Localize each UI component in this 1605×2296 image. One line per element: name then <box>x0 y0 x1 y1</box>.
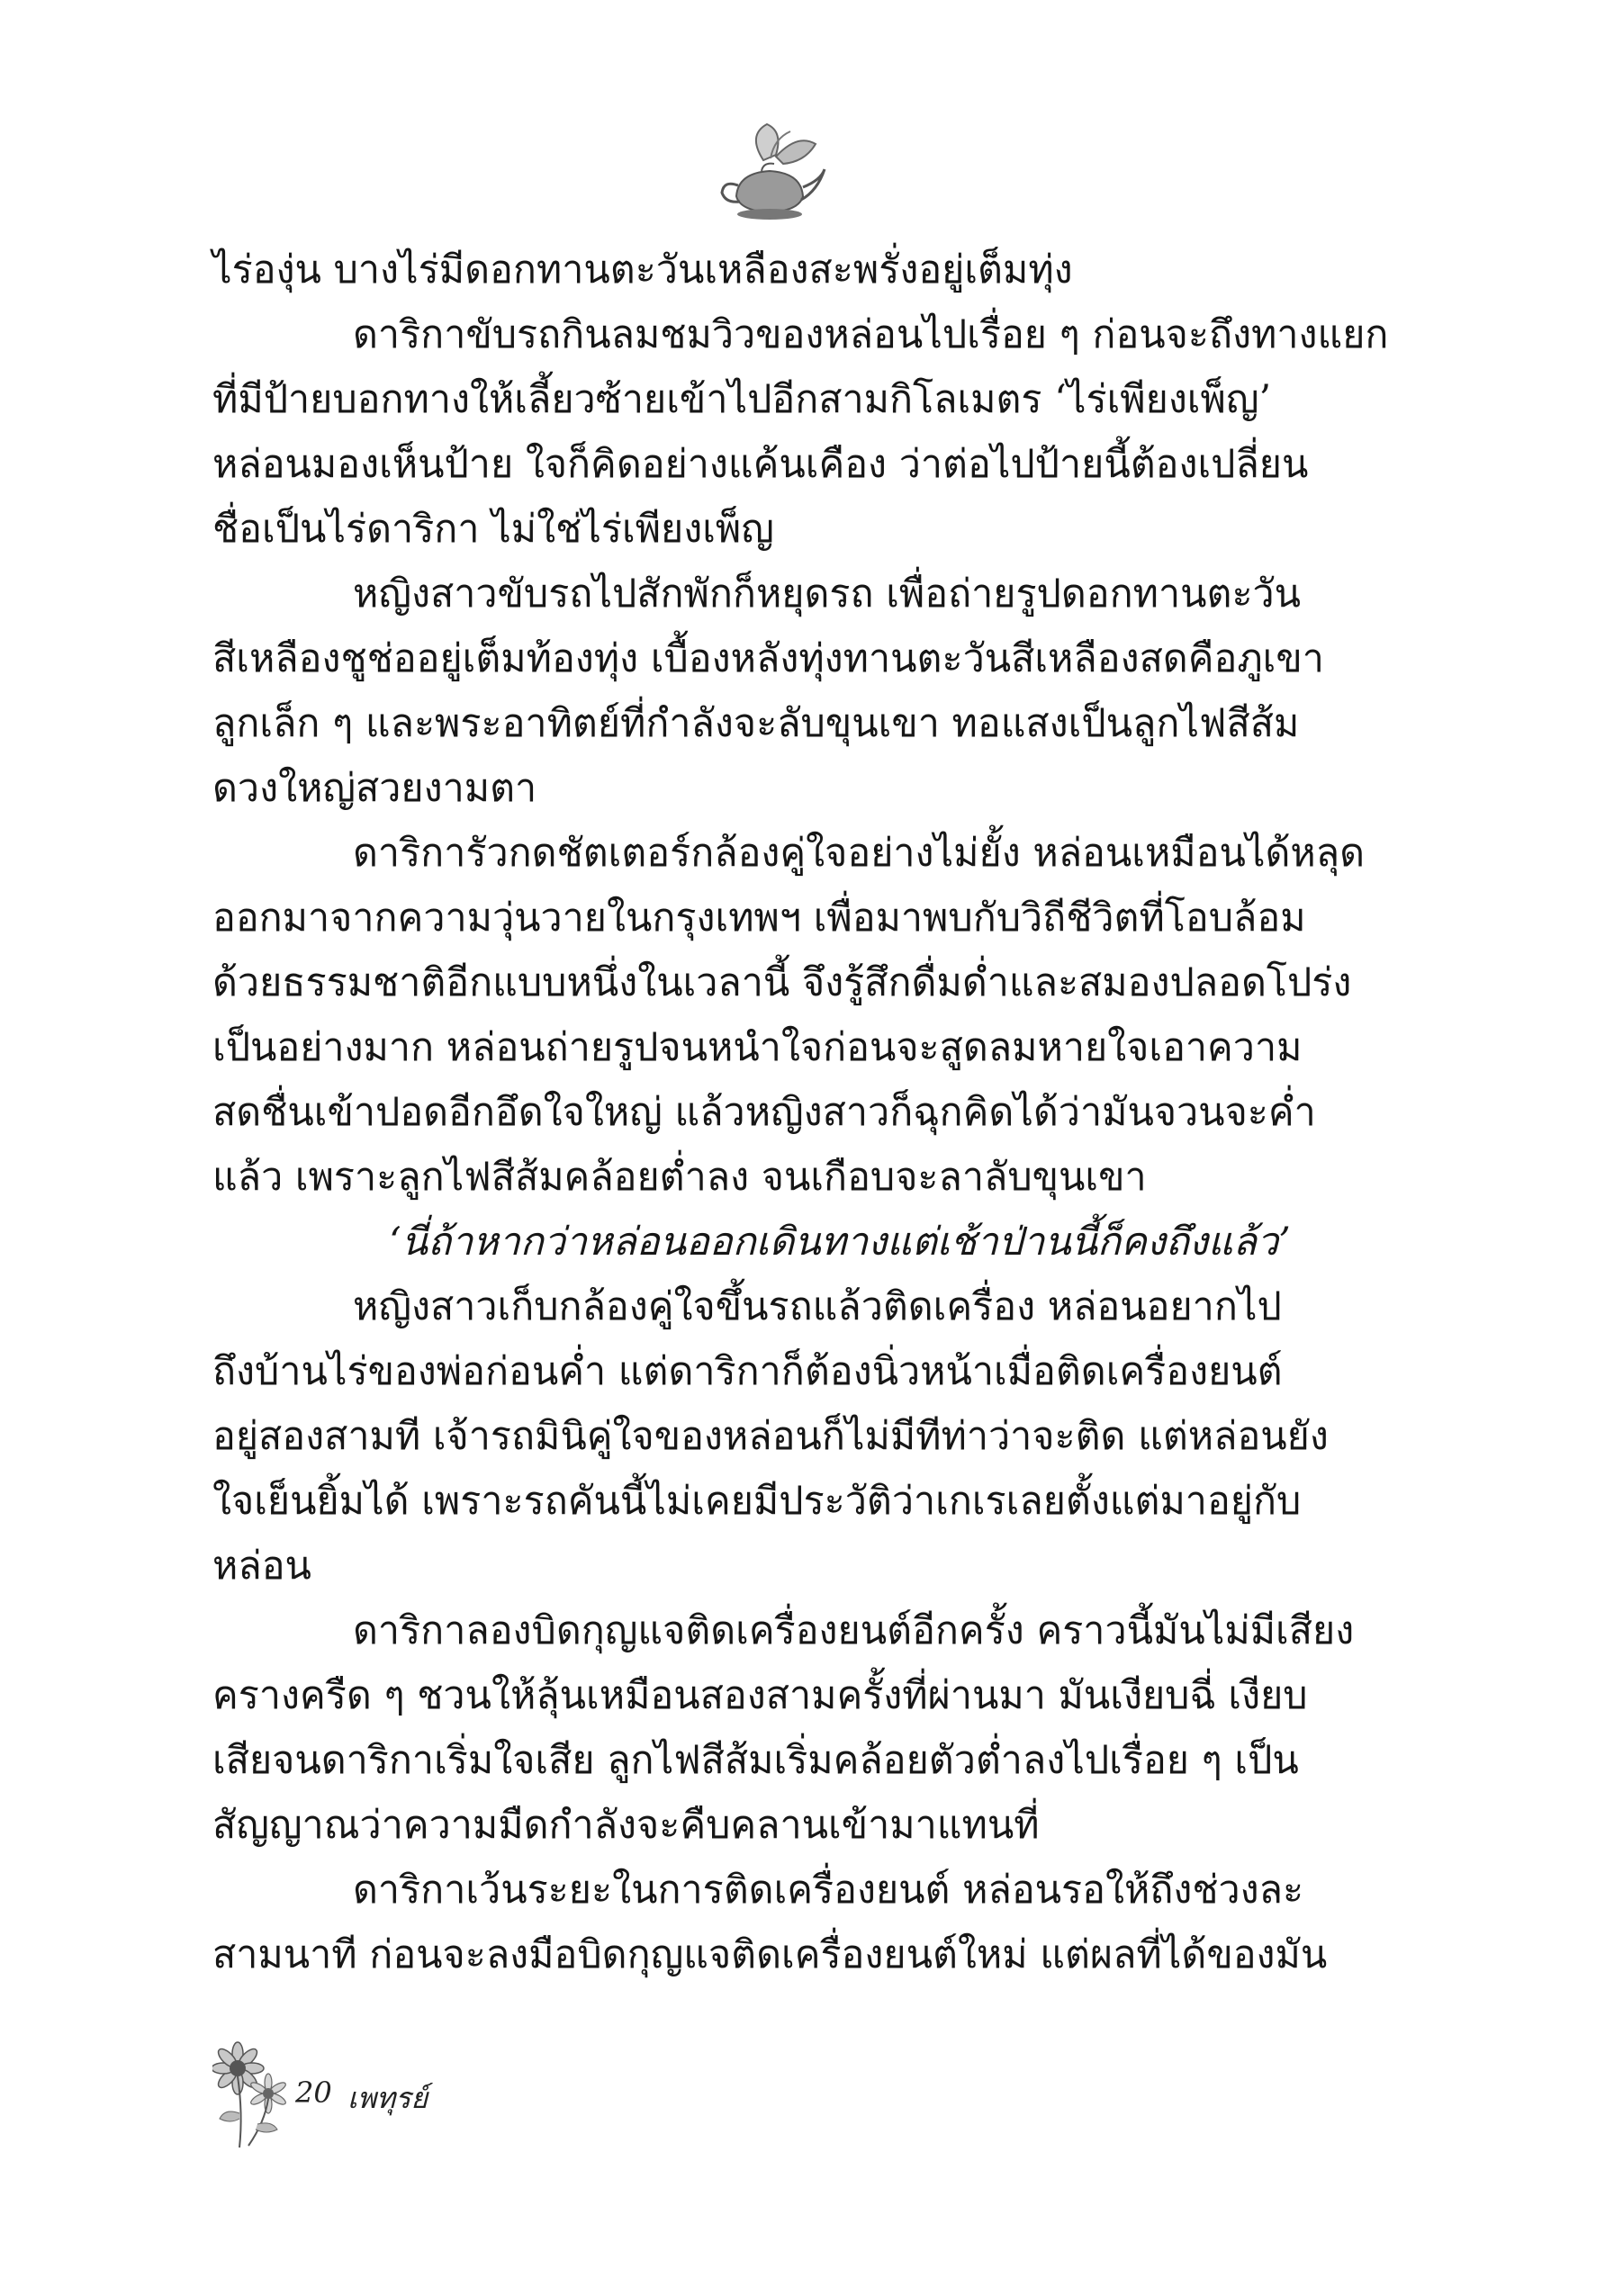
paragraph-5-inner-thought <box>212 1210 1320 1274</box>
teapot-flower-ornament-icon <box>711 117 828 230</box>
paragraph-2 <box>212 302 1389 562</box>
text-line: ดวงใหญ่สวยงามตา <box>212 766 537 811</box>
text-line: เป็นอย่างมาก หล่อนถ่ายรูปจนหนำใจก่อนจะสูดลมหายใจเอาความ <box>212 1025 1303 1070</box>
text-line: ถึงบ้านไร่ของพ่อก่อนค่ำ แต่ดาริกาก็ต้องนิ่วหน้าเมื่อติดเครื่องยนต์ <box>212 1349 1283 1394</box>
text-line: หญิงสาวขับรถไปสักพักก็หยุดรถ เพื่อถ่ายรูปดอกทานตะวัน <box>353 572 1302 617</box>
text-line: แล้ว เพราะลูกไฟสีส้มคล้อยต่ำลง จนเกือบจะลาลับขุนเขา <box>212 1155 1147 1200</box>
text-line: หญิงสาวเก็บกล้องคู่ใจขึ้นรถแล้วติดเครื่อง หล่อนอยากไป <box>353 1284 1282 1329</box>
text-line: ออกมาจากความวุ่นวายในกรุงเทพฯ เพื่อมาพบกับวิถีชีวิตที่โอบล้อม <box>212 896 1306 941</box>
text-line: เสียจนดาริกาเริ่มใจเสีย ลูกไฟสีส้มเริ่มคล้อยตัวต่ำลงไปเรื่อย ๆ เป็น <box>212 1738 1299 1783</box>
text-line: ชื่อเป็นไร่ดาริกา ไม่ใช่ไร่เพียงเพ็ญ <box>212 507 774 552</box>
text-line: ดาริกาเว้นระยะในการติดเครื่องยนต์ หล่อนรอให้ถึงช่วงละ <box>353 1868 1304 1913</box>
text-line: สีเหลืองชูช่ออยู่เต็มท้องทุ่ง เบื้องหลังทุ่งทานตะวันสีเหลืองสดคือภูเขา <box>212 636 1324 681</box>
paragraph-3 <box>212 562 1324 821</box>
body-text <box>212 238 1389 1987</box>
italic-thought-line: ‘นี่ถ้าหากว่าหล่อนออกเดินทางแต่เช้าป่านนี้ก็คงถึงแล้ว’ <box>389 1220 1291 1265</box>
sunflower-ornament-icon <box>212 2041 293 2149</box>
text-line: ดาริกาขับรถกินลมชมวิวของหล่อนไปเรื่อย ๆ ก่อนจะถึงทางแยก <box>353 312 1389 357</box>
text-line: ดาริการัวกดชัตเตอร์กล้องคู่ใจอย่างไม่ยั้ง หล่อนเหมือนได้หลุด <box>353 831 1366 876</box>
paragraph-8 <box>212 1858 1328 1987</box>
text-line: ที่มีป้ายบอกทางให้เลี้ยวซ้ายเข้าไปอีกสามกิโลเมตร ‘ไร่เพียงเพ็ญ’ <box>212 377 1272 422</box>
text-line: ใจเย็นยิ้มได้ เพราะรถคันนี้ไม่เคยมีประวัติว่าเกเรเลยตั้งแต่มาอยู่กับ <box>212 1479 1302 1524</box>
page-footer <box>212 2041 753 2149</box>
text-line: หล่อน <box>212 1544 311 1589</box>
page-number: 20 <box>295 2075 332 2110</box>
text-line: สัญญาณว่าความมืดกำลังจะคืบคลานเข้ามาแทนที่ <box>212 1803 1040 1848</box>
text-line: ครางครืด ๆ ชวนให้ลุ้นเหมือนสองสามครั้งที่ผ่านมา มันเงียบฉี่ เงียบ <box>212 1673 1308 1718</box>
text-line: ไร่องุ่น บางไร่มีดอกทานตะวันเหลืองสะพรั่งอยู่เต็มทุ่ง <box>212 248 1073 293</box>
book-title: เพทุรย์ <box>347 2081 428 2115</box>
paragraph-4 <box>212 821 1366 1210</box>
text-line: ลูกเล็ก ๆ และพระอาทิตย์ที่กำลังจะลับขุนเขา ทอแสงเป็นลูกไฟสีส้ม <box>212 701 1300 746</box>
text-line: ด้วยธรรมชาติอีกแบบหนึ่งในเวลานี้ จึงรู้สึกดื่มด่ำและสมองปลอดโปร่ง <box>212 960 1352 1005</box>
text-line: ดาริกาลองบิดกุญแจติดเครื่องยนต์อีกครั้ง คราวนี้มันไม่มีเสียง <box>353 1608 1355 1653</box>
text-line: สามนาที ก่อนจะลงมือบิดกุญแจติดเครื่องยนต์ใหม่ แต่ผลที่ได้ของมัน <box>212 1932 1328 1977</box>
text-line: อยู่สองสามที เจ้ารถมินิคู่ใจของหล่อนก็ไม่มีทีท่าว่าจะติด แต่หล่อนยัง <box>212 1414 1329 1459</box>
paragraph-7 <box>212 1598 1355 1858</box>
paragraph-6 <box>212 1274 1329 1598</box>
text-line: หล่อนมองเห็นป้าย ใจก็คิดอย่างแค้นเคือง ว่าต่อไปป้ายนี้ต้องเปลี่ยน <box>212 442 1309 487</box>
text-line: สดชื่นเข้าปอดอีกอึดใจใหญ่ แล้วหญิงสาวก็ฉุกคิดได้ว่ามันจวนจะค่ำ <box>212 1090 1316 1135</box>
paragraph-1 <box>212 238 1320 302</box>
